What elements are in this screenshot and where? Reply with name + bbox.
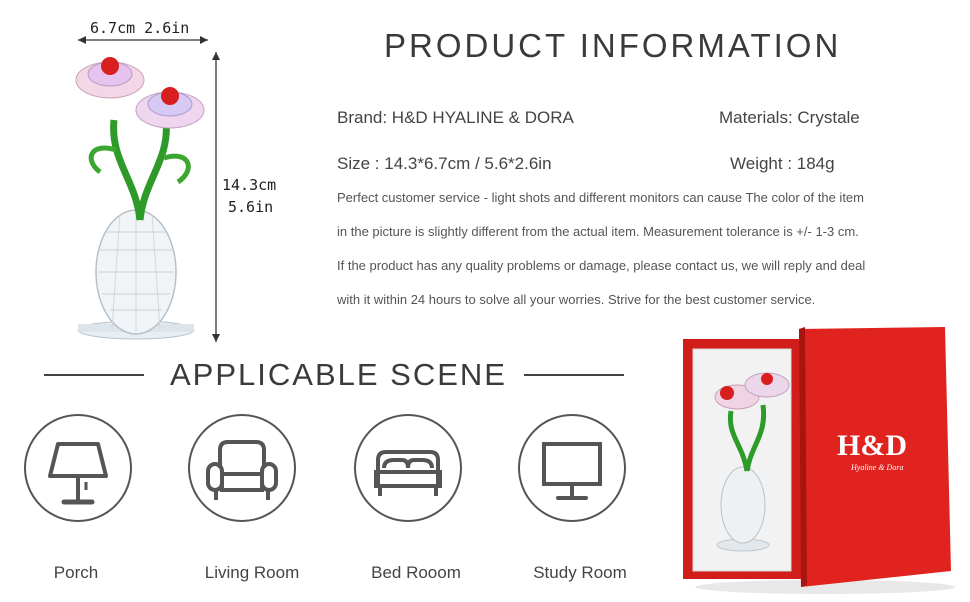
- height-dimension-in: 5.6in: [228, 198, 274, 216]
- bed-icon: [356, 416, 460, 520]
- scene-bedroom-circle: [354, 414, 462, 522]
- product-figure: [40, 10, 320, 350]
- brand-logo-subtitle: Hyaline & Dora: [851, 463, 904, 472]
- crystal-flower-illustration: [40, 10, 320, 350]
- materials-text: Materials: Crystale: [719, 108, 860, 127]
- description-line: Perfect customer service - light shots and different monitors can cause The color of the item: [337, 190, 864, 205]
- description: [337, 181, 907, 317]
- lamp-icon: [26, 416, 130, 520]
- scene-porch-circle: [24, 414, 132, 522]
- gift-box-illustration: [675, 325, 960, 597]
- description-line: with it within 24 hours to solve all your worries. Strive for the best customer service.: [337, 292, 816, 307]
- brand-text: Brand: H&D HYALINE & DORA: [337, 108, 574, 127]
- gift-box-photo: [675, 325, 960, 597]
- scene-study-room-circle: [518, 414, 626, 522]
- scene-living-room-circle: [188, 414, 296, 522]
- divider-left: [44, 374, 144, 376]
- brand-logo: H&D: [837, 429, 907, 462]
- height-dimension-cm: 14.3cm: [222, 176, 277, 194]
- size-text: Size : 14.3*6.7cm / 5.6*2.6in: [337, 154, 552, 173]
- description-line: If the product has any quality problems or damage, please contact us, we will reply and deal: [337, 258, 866, 273]
- armchair-icon: [190, 416, 294, 520]
- width-dimension-label: 6.7cm 2.6in: [90, 19, 190, 37]
- scene-living-room-label: Living Room: [204, 563, 300, 582]
- monitor-icon: [520, 416, 624, 520]
- weight-text: Weight : 184g: [730, 154, 835, 173]
- product-info-title: PRODUCT INFORMATION: [384, 27, 842, 64]
- divider-right: [524, 374, 624, 376]
- scene-study-room-label: Study Room: [533, 563, 627, 582]
- scene-bedroom-label: Bed Rooom: [371, 563, 461, 582]
- description-line: in the picture is slightly different from the actual item. Measurement tolerance is +/- 1-3 cm.: [337, 224, 859, 239]
- scene-porch-label: Porch: [53, 563, 99, 582]
- applicable-scene-title: APPLICABLE SCENE: [170, 357, 507, 392]
